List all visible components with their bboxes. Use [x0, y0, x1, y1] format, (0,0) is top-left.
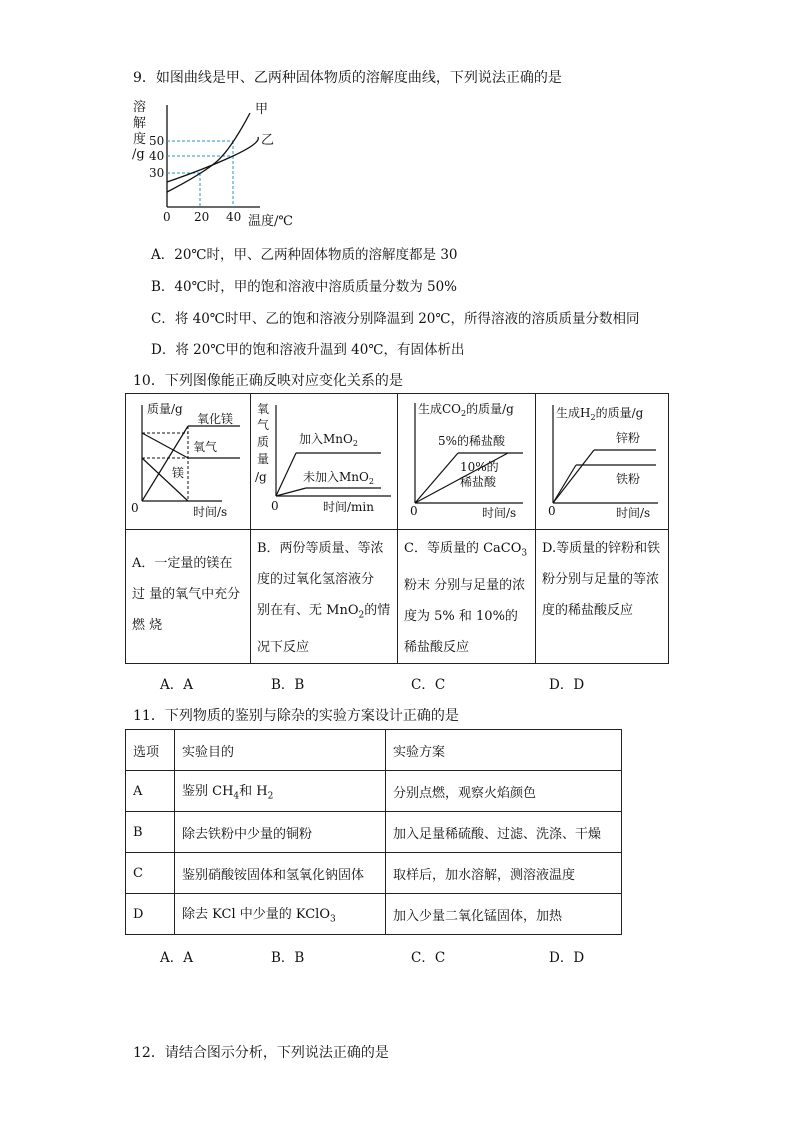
- q10-answer-d: D．D: [549, 677, 585, 693]
- q9-ylabel-2: 解: [133, 116, 147, 131]
- table-row: [126, 812, 622, 853]
- q11-header-goal: 实验目的: [175, 730, 386, 771]
- q10-g2-xlabel: 时间/min: [323, 500, 374, 514]
- q10-g2-ylabel-5: /g: [255, 470, 267, 484]
- q11-header-plan: 实验方案: [386, 730, 622, 771]
- q10-cell-b: B．两份等质量、等浓度的过氧化氢溶液分 别在有、无 MnO$_2$的情 况下反应: [257, 541, 391, 655]
- q11-answer-a: A．A: [160, 950, 193, 966]
- q10-g3-ylabel: 生成CO: [418, 402, 462, 416]
- q11-row-c-plan: 取样后，加水溶解，测溶液温度: [386, 853, 622, 894]
- q10-answer-c: C．C: [411, 677, 446, 693]
- q11-row-d-goal: 除去 KCl 中少量的 KClO$_3$: [175, 894, 386, 935]
- q10-g2-ylabel-1: 氧: [257, 402, 270, 416]
- q10-g2-label-without: 未加入MnO: [303, 470, 369, 484]
- svg-text:生成CO2的质量/g: 生成$CO_2$的质量/g: [418, 402, 514, 418]
- q9-ytick-50: 50: [149, 134, 165, 148]
- q9-solubility-graph: [130, 97, 310, 232]
- q10-stem: 10．下列图像能正确反映对应变化关系的是: [133, 373, 403, 389]
- q11-row-b-goal: 除去铁粉中少量的铜粉: [175, 812, 386, 853]
- q10-g3-origin: 0: [410, 504, 418, 518]
- q10-g4-xlabel: 时间/s: [616, 506, 651, 520]
- q10-graph-b: [251, 393, 397, 529]
- q10-g3-label-10pct-a: 10%的: [460, 460, 499, 474]
- svg-text:加入MnO2: 加入MnO$_2$: [299, 432, 358, 448]
- q10-table: [125, 393, 669, 664]
- q9-xlabel: 温度/℃: [248, 214, 293, 229]
- q11-row-c-option: C: [126, 853, 175, 894]
- q9-ylabel-4: /g: [132, 147, 145, 162]
- q11-row-a-plan: 分别点燃，观察火焰颜色: [386, 771, 622, 812]
- q10-g4-ylabel: 生成H: [556, 406, 591, 420]
- q11-row-b-plan: 加入足量稀硫酸、过滤、洗涤、干燥: [386, 812, 622, 853]
- q9-option-b: B．40℃时，甲的饱和溶液中溶质质量分数为 50%: [151, 279, 457, 295]
- q11-row-a-option: A: [126, 771, 175, 812]
- q11-header-option: 选项: [126, 730, 175, 771]
- q9-option-d: D．将 20℃甲的饱和溶液升温到 40℃，有固体析出: [151, 342, 465, 358]
- q10-g1-label-mg: 镁: [172, 466, 185, 480]
- q10-answer-a: A．A: [160, 677, 193, 693]
- q10-g1-origin: 0: [131, 501, 139, 515]
- q10-cell-a: A．一定量的镁在过 量的氧气中充分燃 烧: [132, 556, 241, 633]
- q10-g4-label-zn: 锌粉: [616, 431, 641, 445]
- q10-g4-label-fe: 铁粉: [616, 472, 641, 486]
- q9-option-a: A．20℃时，甲、乙两种固体物质的溶解度都是 30: [151, 247, 458, 263]
- q9-curve-b-label: 乙: [261, 133, 275, 148]
- q10-answer-b: B．B: [271, 677, 305, 693]
- q10-graph-a: [125, 393, 250, 529]
- q11-table: [125, 729, 622, 935]
- q10-g2-origin: 0: [271, 499, 279, 513]
- q11-stem: 11．下列物质的鉴别与除杂的实验方案设计正确的是: [133, 708, 459, 724]
- q10-graph-d: [536, 393, 669, 529]
- q10-g2-ylabel-4: 量: [257, 452, 270, 466]
- q11-row-a-goal: 鉴别 $CH_4$和 $H_2$: [175, 771, 386, 812]
- q10-g1-xlabel: 时间/s: [193, 505, 228, 519]
- q12-stem: 12．请结合图示分析，下列说法正确的是: [133, 1045, 389, 1061]
- svg-text:未加入MnO2: 未加入MnO$_2$: [303, 470, 374, 486]
- q10-g3-label-5pct: 5%的稀盐酸: [438, 434, 506, 448]
- q9-stem: 9．如图曲线是甲、乙两种固体物质的溶解度曲线，下列说法正确的是: [133, 70, 562, 86]
- q11-answer-c: C．C: [411, 950, 446, 966]
- q11-row-c-goal: 鉴别硝酸铵固体和氢氧化钠固体: [175, 853, 386, 894]
- table-row: [126, 730, 622, 771]
- svg-text:生成H2的质量/g: 生成$H_2$的质量/g: [556, 406, 644, 422]
- q9-xtick-0: 0: [163, 210, 171, 224]
- q10-g2-ylabel-2: 气: [257, 418, 270, 432]
- q9-option-c: C．将 40℃时甲、乙的饱和溶液分别降温到 20℃，所得溶液的溶质质量分数相同: [151, 311, 640, 327]
- q9-ylabel-1: 溶: [133, 100, 147, 115]
- q10-cell-d: D.等质量的锌粉和铁粉分别与足量的等浓度的稀盐酸反应: [542, 541, 661, 618]
- table-row: [126, 853, 622, 894]
- q10-cell-c: C．等质量的 CaCO$_3$粉末 分别与足量的浓度为 5% 和 10%的稀盐酸反应: [404, 541, 528, 655]
- q9-ytick-40: 40: [149, 149, 165, 163]
- q11-row-d-option: D: [126, 894, 175, 935]
- q10-graph-c: [398, 393, 535, 529]
- table-row: [126, 771, 622, 812]
- q11-answer-b: B．B: [271, 950, 305, 966]
- q9-ylabel-3: 度: [133, 132, 147, 147]
- q9-xtick-20: 20: [194, 210, 210, 224]
- q10-g1-ylabel: 质量/g: [147, 402, 183, 416]
- q10-g4-origin: 0: [548, 504, 556, 518]
- q10-g2-label-with: 加入MnO: [299, 432, 353, 446]
- q9-xtick-40: 40: [226, 210, 242, 224]
- q9-ytick-30: 30: [149, 166, 165, 180]
- table-row: [126, 894, 622, 935]
- q10-g3-xlabel: 时间/s: [482, 506, 517, 520]
- q10-g1-label-mgo: 氧化镁: [197, 412, 234, 426]
- q9-curve-a-label: 甲: [255, 102, 269, 117]
- q11-row-d-plan: 加入少量二氧化锰固体，加热: [386, 894, 622, 935]
- q11-row-b-option: B: [126, 812, 175, 853]
- q10-g1-label-o2: 氧气: [193, 440, 218, 454]
- q10-g2-ylabel-3: 质: [257, 435, 270, 449]
- q11-answer-d: D．D: [549, 950, 585, 966]
- q10-g3-label-10pct-b: 稀盐酸: [460, 475, 497, 489]
